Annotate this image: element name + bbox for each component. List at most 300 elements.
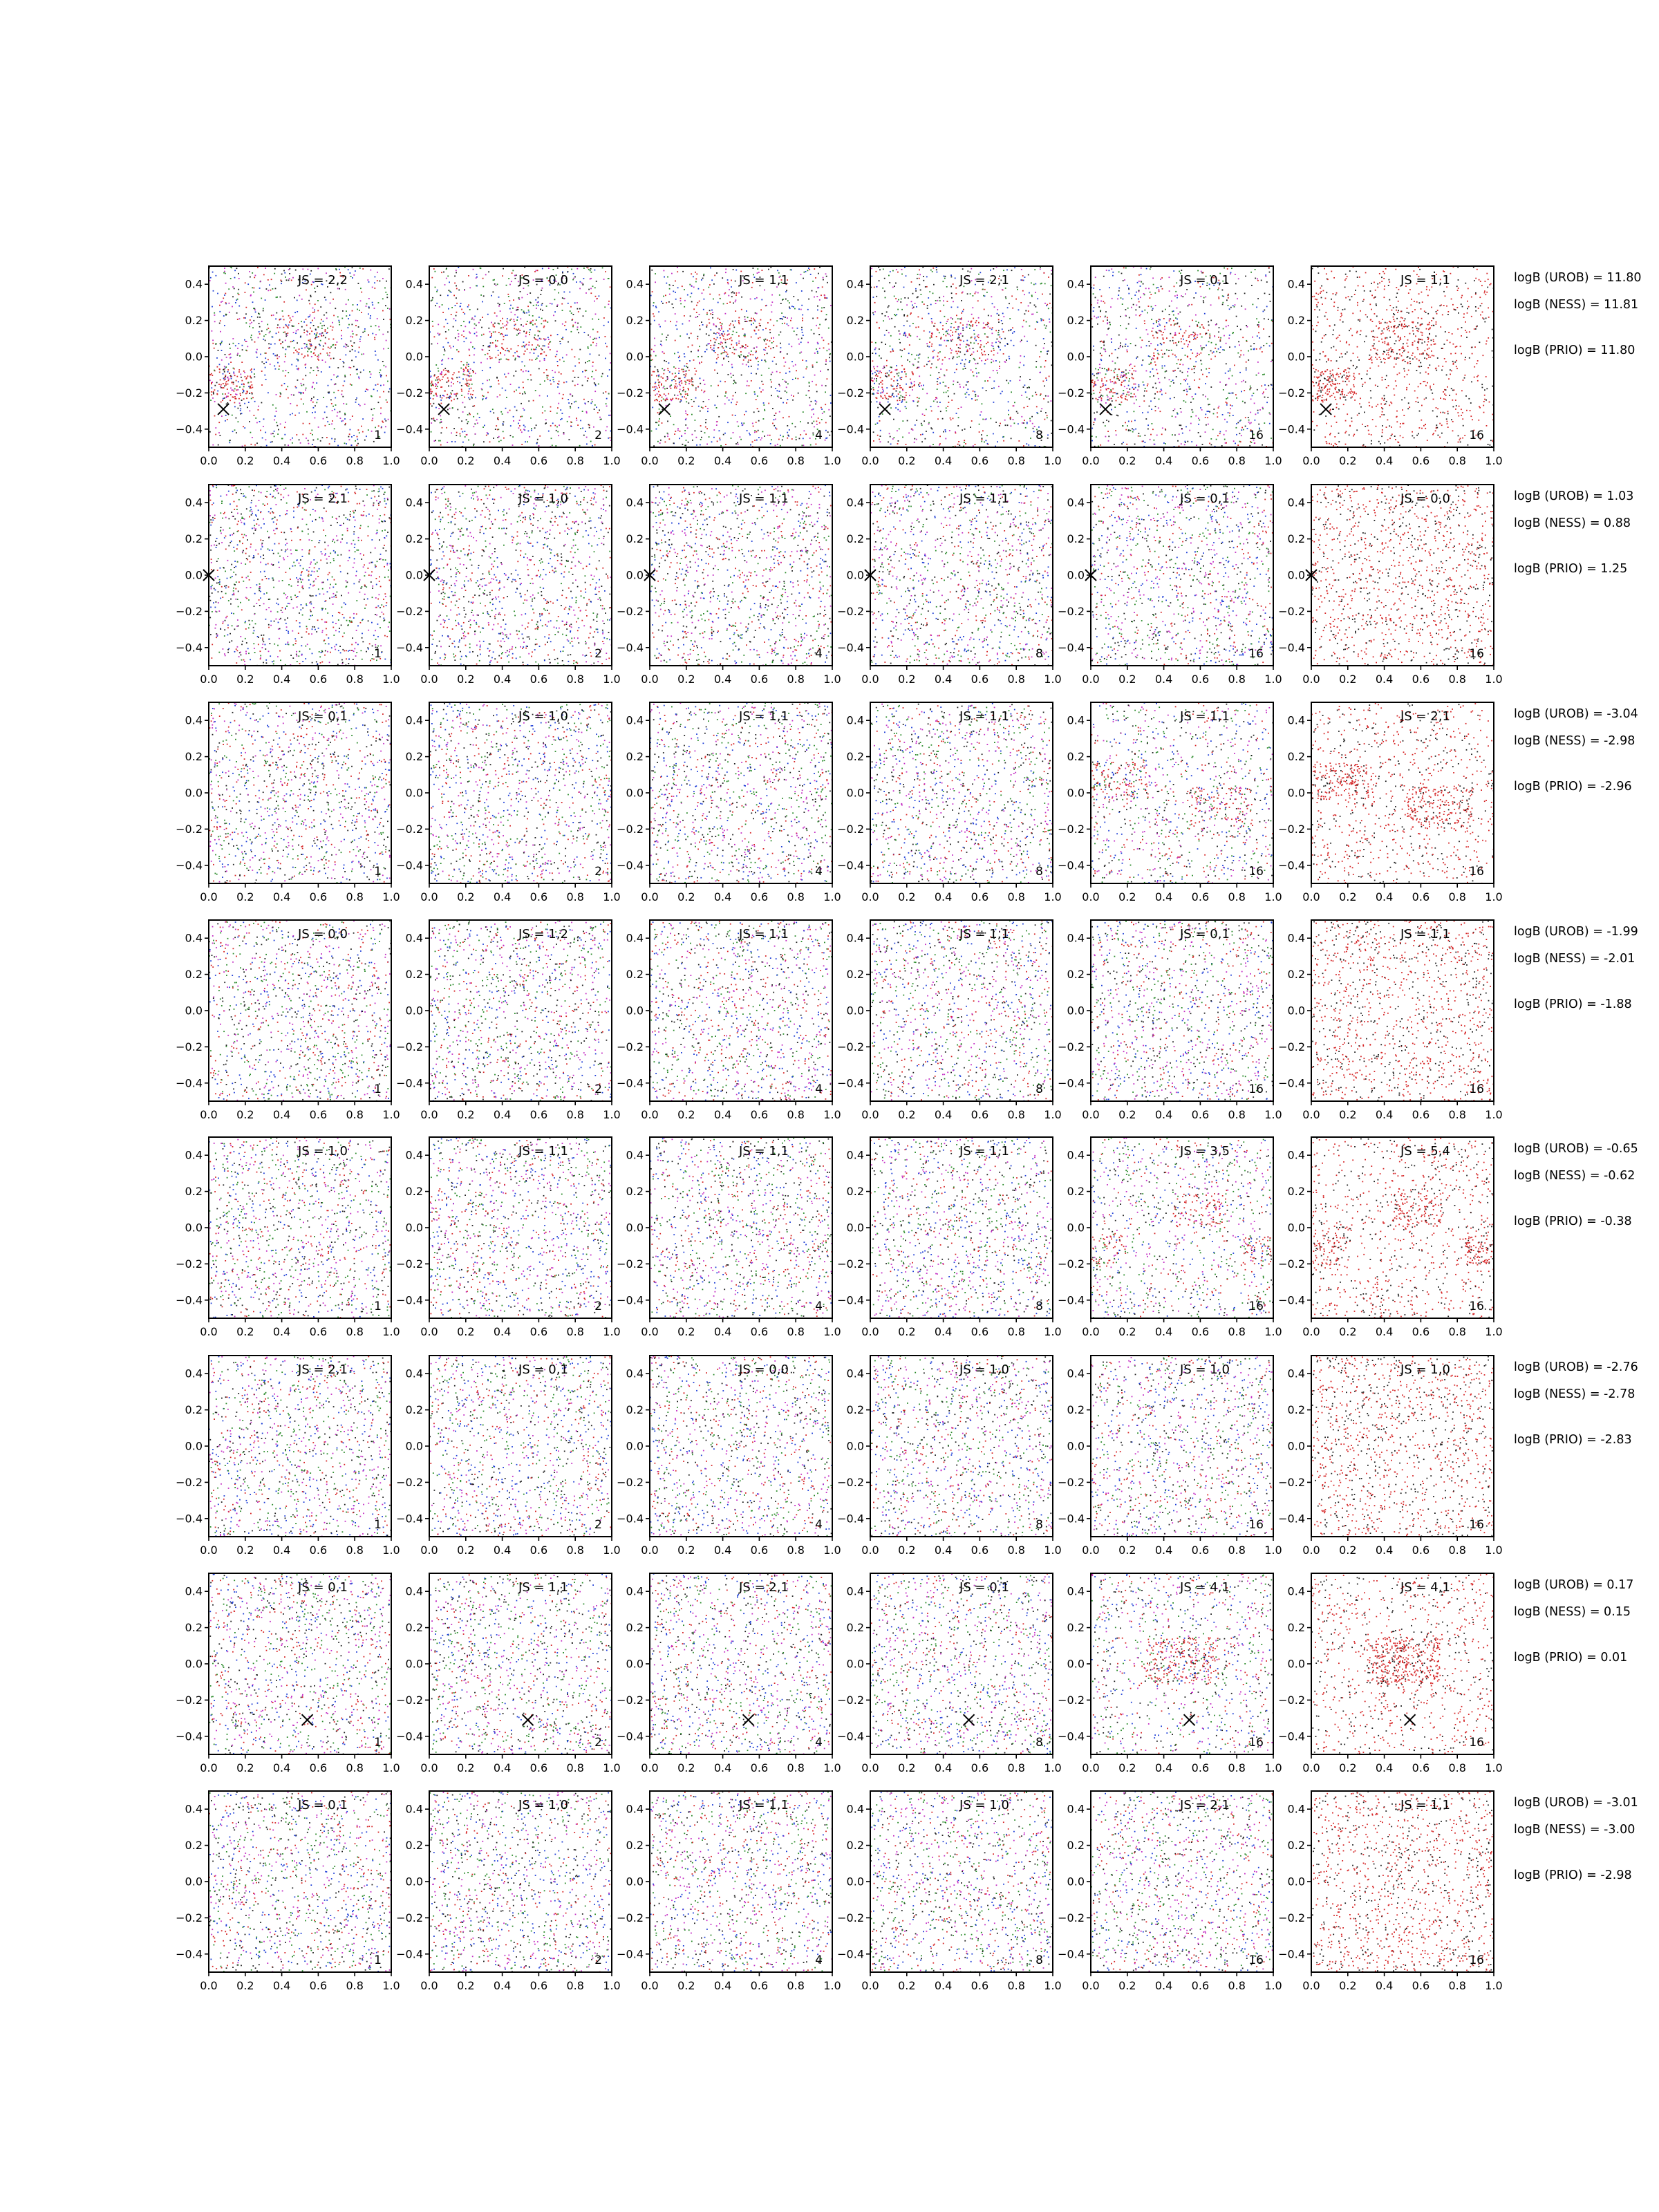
- scatter-points: [644, 267, 834, 449]
- scatter-point: [431, 381, 433, 382]
- scatter-point: [503, 336, 505, 337]
- scatter-point: [358, 352, 359, 353]
- scatter-point: [659, 382, 660, 383]
- scatter-point: [317, 332, 318, 334]
- scatter-point: [310, 315, 311, 316]
- scatter-point: [1128, 380, 1130, 382]
- scatter-point: [360, 288, 362, 289]
- scatter-point: [440, 419, 442, 420]
- scatter-point: [511, 281, 512, 282]
- scatter-point: [592, 319, 593, 320]
- scatter-point: [550, 349, 551, 350]
- scatter-point: [553, 269, 554, 270]
- scatter-point: [571, 403, 572, 404]
- scatter-point: [443, 346, 444, 348]
- scatter-point: [695, 397, 697, 399]
- scatter-point: [1038, 427, 1040, 428]
- scatter-point: [538, 335, 539, 337]
- scatter-point: [573, 278, 574, 279]
- scatter-point: [507, 359, 509, 360]
- scatter-point: [882, 288, 883, 289]
- scatter-point: [441, 403, 442, 404]
- scatter-point: [309, 423, 310, 424]
- scatter-point: [967, 388, 968, 390]
- scatter-point: [713, 283, 715, 285]
- scatter-point: [431, 418, 433, 420]
- scatter-point: [722, 277, 723, 279]
- scatter-point: [348, 346, 349, 347]
- scatter-point: [724, 333, 725, 335]
- scatter-point: [817, 310, 818, 311]
- scatter-point: [1006, 380, 1007, 382]
- scatter-point: [522, 393, 523, 395]
- scatter-point: [997, 313, 998, 315]
- scatter-point: [885, 373, 886, 375]
- scatter-point: [976, 373, 977, 374]
- scatter-point: [336, 377, 337, 378]
- scatter-point: [474, 333, 476, 335]
- scatter-point: [216, 275, 217, 276]
- scatter-point: [930, 406, 932, 407]
- scatter-point: [544, 346, 545, 347]
- scatter-point: [772, 361, 774, 362]
- scatter-point: [926, 364, 928, 365]
- scatter-point: [342, 396, 344, 397]
- scatter-point: [795, 364, 796, 366]
- scatter-point: [962, 359, 963, 361]
- scatter-point: [286, 326, 288, 327]
- scatter-point: [254, 341, 256, 343]
- scatter-point: [662, 334, 663, 335]
- scatter-point: [773, 347, 774, 348]
- scatter-point: [243, 390, 245, 391]
- scatter-point: [684, 396, 685, 397]
- scatter-point: [536, 326, 538, 328]
- scatter-point: [932, 271, 933, 272]
- scatter-point: [456, 297, 457, 299]
- scatter-point: [278, 429, 279, 431]
- scatter-point: [786, 392, 787, 393]
- scatter-point: [667, 335, 668, 336]
- scatter-point: [666, 376, 668, 377]
- scatter-point: [901, 387, 902, 388]
- scatter-point: [801, 305, 803, 306]
- scatter-point: [1022, 326, 1024, 328]
- scatter-point: [655, 355, 657, 357]
- scatter-point: [653, 445, 655, 447]
- scatter-point: [926, 393, 928, 394]
- scatter-point: [562, 357, 563, 359]
- scatter-point: [794, 308, 796, 310]
- scatter-point: [518, 387, 520, 388]
- scatter-point: [951, 307, 953, 308]
- scatter-point: [1217, 289, 1219, 290]
- scatter-point: [224, 379, 225, 381]
- scatter-point: [984, 346, 985, 348]
- scatter-point: [661, 384, 662, 386]
- scatter-point: [700, 378, 701, 379]
- scatter-point: [345, 289, 346, 290]
- scatter-point: [467, 375, 468, 376]
- scatter-point: [595, 385, 597, 386]
- scatter-point: [906, 444, 907, 445]
- scatter-point: [532, 359, 533, 361]
- scatter-point: [277, 425, 279, 427]
- scatter-point: [529, 292, 531, 294]
- scatter-point: [441, 421, 442, 422]
- scatter-point: [335, 308, 336, 309]
- scatter-point: [1121, 375, 1122, 376]
- scatter-point: [892, 394, 893, 395]
- scatter-point: [673, 442, 675, 444]
- scatter-point: [664, 353, 665, 354]
- panel-frame: [650, 266, 832, 447]
- scatter-point: [988, 326, 989, 328]
- scatter-point: [223, 272, 225, 274]
- scatter-point: [983, 295, 984, 297]
- scatter-point: [431, 382, 433, 384]
- scatter-point: [800, 341, 802, 343]
- scatter-point: [482, 370, 483, 371]
- scatter-point: [258, 409, 259, 411]
- scatter-point: [285, 335, 287, 337]
- scatter-point: [219, 364, 221, 365]
- scatter-point: [819, 299, 821, 301]
- scatter-point: [588, 424, 590, 425]
- scatter-point: [973, 343, 975, 344]
- scatter-point: [958, 350, 959, 352]
- scatter-point: [602, 268, 603, 269]
- scatter-point: [969, 324, 971, 326]
- scatter-point: [952, 339, 953, 341]
- y-tick-label: 0.0: [185, 350, 203, 364]
- scatter-point: [469, 414, 471, 415]
- scatter-point: [691, 414, 693, 415]
- scatter-point: [1196, 444, 1197, 446]
- scatter-panel: [1058, 266, 1282, 467]
- scatter-point: [827, 438, 828, 439]
- scatter-point: [498, 441, 500, 442]
- scatter-point: [357, 373, 358, 375]
- scatter-point: [203, 379, 205, 381]
- scatter-point: [655, 382, 656, 383]
- scatter-point: [387, 381, 388, 382]
- scatter-point: [817, 317, 818, 319]
- scatter-point: [461, 429, 462, 430]
- scatter-point: [697, 302, 699, 303]
- scatter-point: [1028, 444, 1029, 446]
- scatter-point: [1013, 419, 1014, 420]
- scatter-point: [880, 430, 881, 431]
- scatter-point: [801, 329, 803, 330]
- scatter-point: [770, 379, 771, 381]
- scatter-point: [360, 372, 362, 373]
- scatter-point: [676, 387, 677, 388]
- scatter-point: [436, 388, 438, 389]
- scatter-point: [1029, 326, 1031, 327]
- scatter-point: [968, 321, 969, 322]
- scatter-point: [476, 332, 478, 333]
- scatter-point: [1040, 411, 1042, 412]
- scatter-point: [695, 388, 697, 389]
- scatter-point: [1028, 310, 1029, 312]
- scatter-point: [329, 352, 330, 353]
- scatter-point: [1004, 345, 1006, 346]
- scatter-point: [464, 290, 465, 291]
- scatter-point: [448, 329, 449, 330]
- scatter-point: [806, 360, 807, 362]
- scatter-point: [679, 382, 680, 383]
- scatter-point: [285, 324, 287, 326]
- scatter-point: [458, 371, 460, 373]
- scatter-point: [661, 301, 662, 302]
- scatter-point: [899, 333, 901, 335]
- scatter-point: [711, 441, 713, 442]
- scatter-point: [471, 319, 473, 320]
- scatter-point: [510, 305, 512, 306]
- scatter-point: [330, 400, 332, 401]
- scatter-point: [225, 420, 226, 422]
- scatter-point: [701, 279, 702, 281]
- scatter-point: [438, 382, 439, 384]
- scatter-point: [248, 382, 250, 384]
- scatter-point: [771, 305, 772, 306]
- scatter-point: [741, 375, 742, 376]
- scatter-point: [1024, 313, 1026, 315]
- scatter-point: [478, 322, 480, 324]
- scatter-point: [897, 383, 899, 384]
- scatter-point: [1045, 377, 1047, 379]
- scatter-point: [605, 271, 606, 272]
- scatter-point: [275, 319, 276, 320]
- scatter-point: [885, 398, 887, 400]
- scatter-point: [827, 282, 828, 283]
- scatter-point: [1000, 423, 1001, 424]
- scatter-point: [951, 400, 953, 401]
- scatter-point: [477, 413, 478, 415]
- scatter-point: [811, 401, 812, 402]
- scatter-point: [826, 314, 827, 315]
- scatter-point: [234, 388, 236, 390]
- scatter-point: [303, 404, 304, 405]
- scatter-point: [577, 323, 579, 324]
- scatter-point: [338, 320, 339, 321]
- scatter-point: [531, 349, 532, 350]
- scatter-point: [959, 356, 960, 357]
- scatter-point: [886, 365, 888, 366]
- scatter-point: [903, 325, 905, 326]
- scatter-point: [944, 276, 945, 277]
- scatter-point: [801, 327, 803, 328]
- scatter-point: [946, 323, 947, 324]
- scatter-point: [324, 315, 325, 316]
- scatter-point: [244, 339, 245, 341]
- scatter-point: [821, 308, 823, 309]
- scatter-point: [829, 349, 830, 350]
- scatter-point: [463, 321, 465, 322]
- scatter-point: [926, 343, 928, 344]
- scatter-point: [993, 268, 994, 270]
- scatter-point: [705, 406, 706, 407]
- scatter-point: [909, 344, 910, 346]
- scatter-point: [514, 328, 515, 329]
- scatter-point: [986, 324, 988, 325]
- scatter-point: [699, 301, 700, 302]
- scatter-point: [863, 384, 865, 385]
- scatter-point: [662, 303, 664, 304]
- scatter-point: [880, 393, 881, 394]
- scatter-point: [523, 424, 525, 426]
- scatter-point: [917, 274, 919, 275]
- scatter-point: [1024, 384, 1026, 386]
- scatter-point: [675, 383, 677, 384]
- scatter-point: [916, 355, 917, 356]
- scatter-point: [294, 297, 295, 299]
- scatter-point: [937, 356, 939, 357]
- scatter-point: [885, 375, 886, 377]
- scatter-point: [351, 360, 353, 362]
- scatter-point: [821, 419, 823, 420]
- scatter-point: [1029, 398, 1030, 400]
- scatter-point: [996, 370, 997, 371]
- scatter-point: [975, 400, 976, 401]
- scatter-point: [951, 350, 953, 351]
- scatter-point: [285, 356, 286, 357]
- scatter-point: [491, 322, 492, 324]
- scatter-point: [359, 405, 361, 406]
- scatter-point: [910, 379, 911, 380]
- scatter-point: [259, 333, 261, 335]
- scatter-point: [521, 346, 523, 347]
- scatter-point: [901, 379, 902, 380]
- scatter-point: [721, 326, 722, 328]
- scatter-point: [950, 317, 952, 319]
- scatter-point: [608, 393, 610, 395]
- scatter-point: [675, 375, 677, 377]
- scatter-point: [438, 379, 440, 380]
- scatter-point: [550, 380, 551, 382]
- scatter-point: [540, 384, 541, 385]
- scatter-point: [701, 431, 702, 432]
- scatter-point: [687, 367, 688, 368]
- scatter-point: [656, 375, 657, 377]
- scatter-point: [720, 341, 722, 343]
- scatter-point: [757, 368, 758, 370]
- scatter-point: [344, 381, 345, 382]
- scatter-point: [931, 337, 932, 338]
- scatter-point: [881, 357, 882, 359]
- scatter-point: [268, 392, 269, 393]
- scatter-point: [737, 442, 738, 444]
- scatter-point: [483, 334, 485, 335]
- scatter-point: [500, 333, 501, 335]
- scatter-point: [314, 288, 315, 289]
- scatter-point: [557, 268, 559, 269]
- scatter-point: [780, 332, 781, 333]
- scatter-point: [235, 302, 236, 303]
- scatter-point: [435, 271, 436, 272]
- scatter-point: [919, 354, 921, 355]
- scatter-point: [676, 321, 677, 323]
- scatter-point: [669, 371, 671, 373]
- scatter-point: [682, 285, 683, 287]
- scatter-point: [539, 435, 541, 437]
- scatter-point: [776, 429, 778, 430]
- scatter-point: [463, 312, 465, 313]
- scatter-point: [1043, 319, 1044, 321]
- scatter-point: [667, 421, 668, 422]
- scatter-point: [458, 418, 460, 419]
- scatter-point: [373, 408, 375, 409]
- scatter-point: [252, 327, 254, 328]
- scatter-point: [226, 381, 227, 382]
- scatter-point: [288, 444, 289, 446]
- scatter-point: [872, 360, 874, 362]
- scatter-point: [422, 375, 424, 377]
- scatter-point: [570, 407, 571, 409]
- scatter-point: [931, 335, 932, 337]
- scatter-point: [517, 330, 518, 331]
- scatter-point: [774, 415, 776, 416]
- scatter-point: [957, 425, 959, 427]
- scatter-point: [311, 398, 312, 400]
- scatter-point: [723, 331, 724, 332]
- scatter-point: [713, 324, 715, 326]
- scatter-point: [1257, 410, 1259, 411]
- scatter-point: [1251, 285, 1253, 286]
- scatter-point: [877, 393, 878, 394]
- scatter-point: [498, 384, 500, 385]
- scatter-point: [827, 369, 829, 371]
- scatter-point: [780, 372, 781, 373]
- scatter-point: [980, 346, 981, 348]
- scatter-point: [675, 398, 677, 400]
- scatter-point: [326, 299, 327, 301]
- scatter-point: [325, 337, 326, 339]
- scatter-point: [339, 288, 340, 290]
- scatter-point: [431, 277, 433, 279]
- scatter-point: [490, 358, 491, 359]
- scatter-point: [594, 391, 596, 392]
- scatter-point: [946, 331, 947, 332]
- scatter-point: [958, 347, 959, 348]
- y-tick-label: −0.4: [176, 422, 203, 435]
- scatter-point: [765, 347, 767, 348]
- scatter-point: [456, 435, 457, 436]
- scatter-point: [211, 391, 212, 393]
- scatter-point: [780, 318, 782, 319]
- scatter-point: [321, 319, 322, 321]
- scatter-point: [249, 271, 250, 272]
- scatter-point: [606, 406, 608, 407]
- scatter-point: [919, 382, 921, 384]
- scatter-point: [557, 407, 559, 409]
- scatter-point: [545, 339, 547, 340]
- scatter-point: [502, 275, 503, 276]
- scatter-point: [315, 411, 316, 413]
- scatter-point: [937, 330, 938, 331]
- scatter-point: [606, 427, 608, 428]
- scatter-point: [459, 377, 460, 378]
- scatter-point: [908, 433, 910, 434]
- scatter-point: [1157, 373, 1159, 374]
- scatter-point: [510, 384, 512, 385]
- scatter-point: [473, 390, 474, 391]
- scatter-point: [590, 337, 591, 338]
- scatter-point: [879, 373, 880, 374]
- scatter-point: [583, 399, 585, 400]
- scatter-point: [469, 287, 471, 288]
